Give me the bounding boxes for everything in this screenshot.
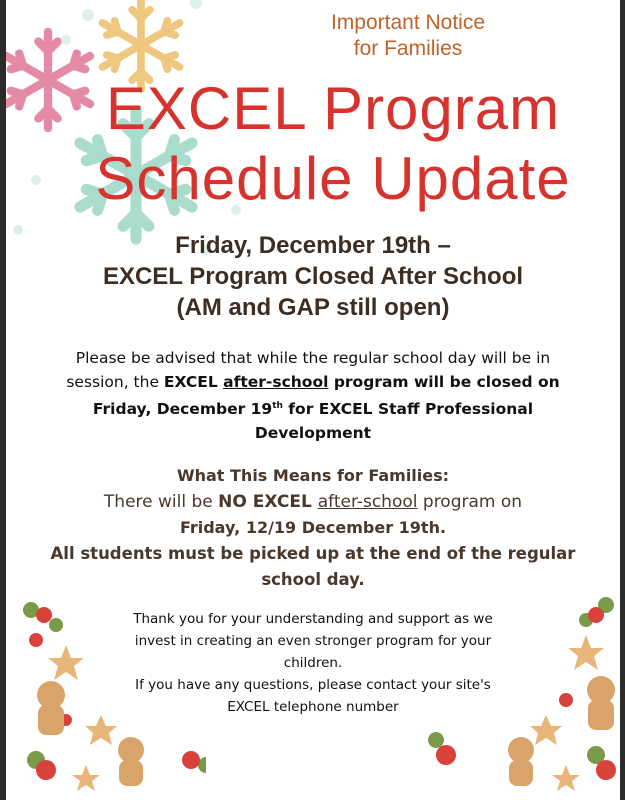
- advisory-line: [6, 370, 620, 394]
- means-line: school day.: [261, 570, 365, 589]
- thanks-line: If you have any questions, please contact your site's: [135, 677, 491, 693]
- subtitle-line: (AM and GAP still open): [176, 294, 450, 321]
- text: after-school: [317, 492, 418, 512]
- text: program will be closed on: [328, 373, 560, 391]
- text: for EXCEL Staff Professional: [282, 400, 534, 419]
- advisory-paragraph: [6, 346, 620, 445]
- text: Friday, December 19: [92, 400, 273, 419]
- text: There will be: [103, 492, 219, 512]
- text: EXCEL: [163, 373, 224, 391]
- thanks-line: invest in creating an even stronger program for your: [134, 633, 492, 649]
- advisory-line: [6, 394, 620, 421]
- notice-line: Important Notice: [330, 11, 486, 34]
- thanks-line: EXCEL telephone number: [227, 699, 399, 715]
- advisory-line: [6, 421, 620, 445]
- title-line: Schedule Update: [95, 145, 571, 212]
- closure-subtitle: [6, 230, 620, 323]
- subtitle-line: EXCEL Program Closed After School: [102, 263, 524, 290]
- title-line: EXCEL Program: [105, 75, 561, 142]
- means-line: All students must be picked up at the end of the regular: [50, 544, 576, 563]
- text: after-school: [223, 373, 329, 391]
- means-line: Friday, 12/19 December 19th.: [179, 518, 447, 537]
- notice-heading: [101, 10, 620, 62]
- means-line: [6, 489, 620, 515]
- text: NO EXCEL: [218, 492, 318, 512]
- notice-line: for Families: [353, 37, 463, 60]
- advisory-line: Please be advised that while the regular school day will be in: [75, 349, 551, 367]
- thanks-line: Thank you for your understanding and support as we: [133, 611, 493, 627]
- text: session, the: [66, 373, 164, 391]
- flyer-page: [6, 0, 620, 800]
- text: Development: [254, 424, 372, 443]
- what-this-means-section: [6, 463, 620, 593]
- text: th: [272, 401, 283, 411]
- text: program on: [417, 492, 523, 512]
- thanks-line: children.: [283, 655, 343, 671]
- thank-you-paragraph: [6, 608, 620, 718]
- subtitle-line: Friday, December 19th –: [175, 232, 451, 259]
- section-heading: What This Means for Families:: [176, 466, 450, 485]
